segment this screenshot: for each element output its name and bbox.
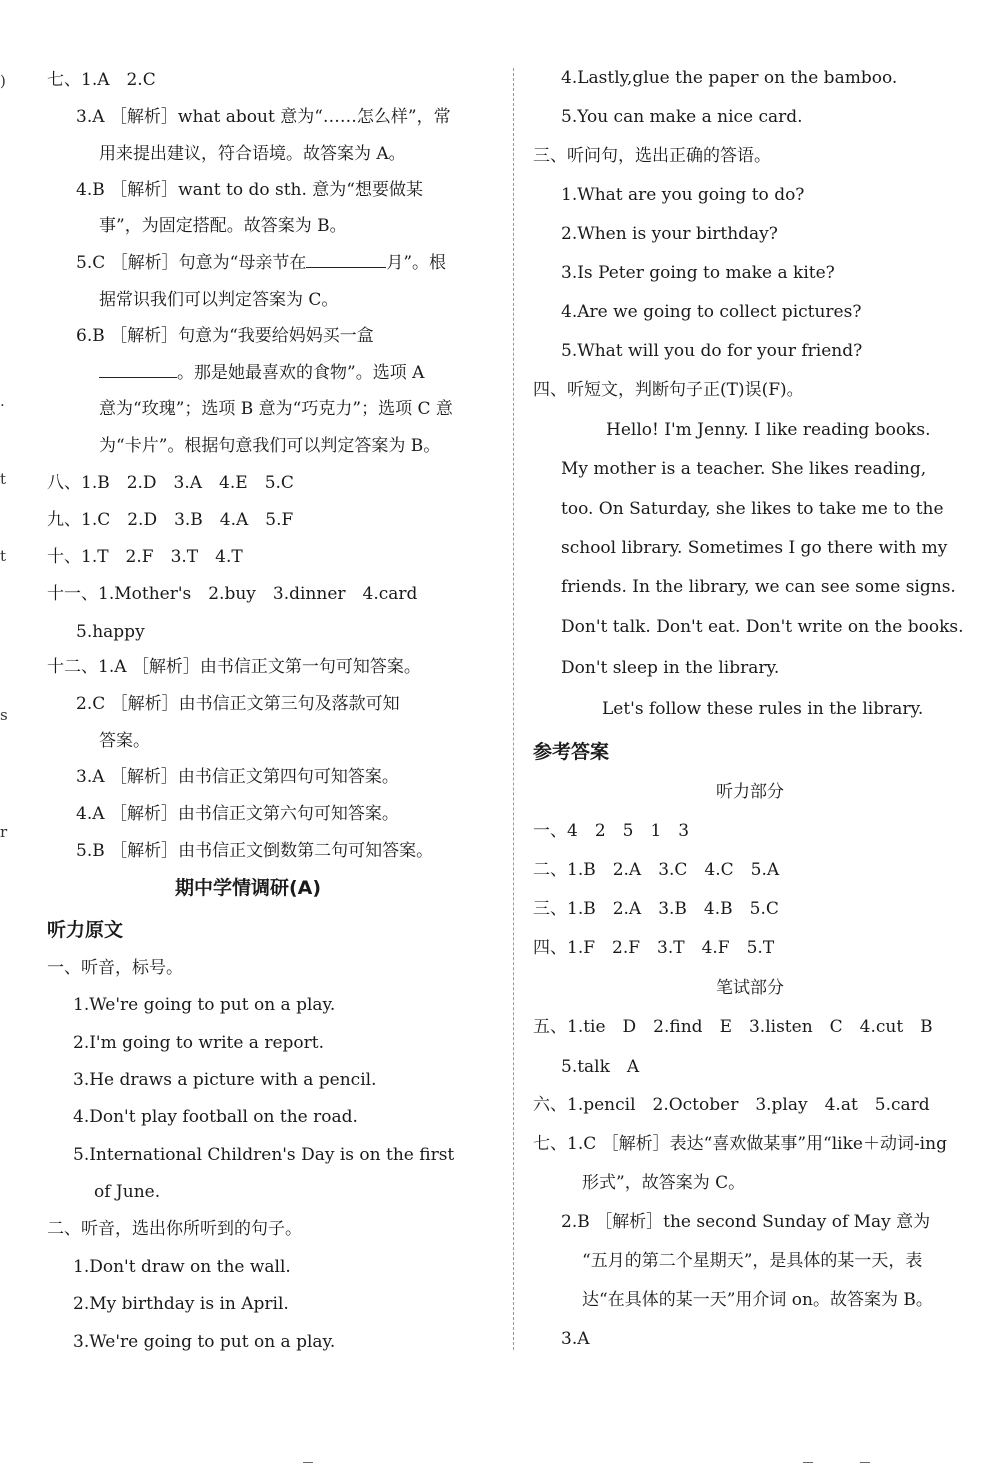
section-2-item: 3.We're going to put on a play. xyxy=(73,1332,336,1352)
passage-line: Let's follow these rules in the library. xyxy=(602,699,924,719)
q12-item-2: 2.C ［解析］由书信正文第三句及落款可知 xyxy=(76,694,400,714)
section-3-header: 三、听问句，选出正确的答语。 xyxy=(533,146,771,166)
section-2-header: 二、听音，选出你所听到的句子。 xyxy=(47,1219,302,1239)
answer-row: 一、4 2 5 1 3 xyxy=(533,821,690,841)
passage-line: My mother is a teacher. She likes reading, xyxy=(561,459,927,479)
section-1-header: 一、听音，标号。 xyxy=(47,958,183,978)
q7-item-4-cont: 事”，为固定搭配。故答案为 B。 xyxy=(99,216,347,236)
answer-row-cont: 5.talk A xyxy=(561,1057,640,1077)
section-1-item: 4.Don't play football on the road. xyxy=(73,1107,358,1127)
print-mark xyxy=(860,1462,870,1463)
answer-row: 六、1.pencil 2.October 3.play 4.at 5.card xyxy=(533,1095,930,1115)
q7-header: 七、1.A 2.C xyxy=(47,70,156,90)
answer-explanation-cont: 达“在具体的某一天”用介词 on。故答案为 B。 xyxy=(582,1290,933,1310)
q7-item-6-cont3: 为“卡片”。根据句意我们可以判定答案为 B。 xyxy=(99,436,441,456)
section-1-item: 3.He draws a picture with a pencil. xyxy=(73,1070,377,1090)
q7-item-6-cont xyxy=(99,361,424,385)
q9-answers: 九、1.C 2.D 3.B 4.A 5.F xyxy=(47,510,294,530)
answer-row: 四、1.F 2.F 3.T 4.F 5.T xyxy=(533,938,775,958)
section-3-item: 1.What are you going to do? xyxy=(561,185,805,205)
answer-explanation-cont: 形式”，故答案为 C。 xyxy=(582,1173,746,1193)
section-3-item: 3.Is Peter going to make a kite? xyxy=(561,263,835,283)
section-1-item: 2.I'm going to write a report. xyxy=(73,1033,325,1053)
listening-part-heading: 听力部分 xyxy=(716,782,784,802)
passage-line: friends. In the library, we can see some signs. xyxy=(561,577,956,597)
answer-explanation: 2.B ［解析］the second Sunday of May 意为 xyxy=(561,1212,931,1232)
margin-fragment: r xyxy=(0,823,8,841)
exam-title: 期中学情调研(A) xyxy=(175,877,322,899)
answer-explanation: 七、1.C ［解析］表达“喜欢做某事”用“like＋动词-ing xyxy=(533,1134,947,1154)
column-divider xyxy=(513,68,514,1350)
section-3-item: 5.What will you do for your friend? xyxy=(561,341,863,361)
q7-item-6: 6.B ［解析］句意为“我要给妈妈买一盒 xyxy=(76,326,374,346)
q12-item-5: 5.B ［解析］由书信正文倒数第二句可知答案。 xyxy=(76,841,434,861)
q7-item-5 xyxy=(76,251,446,275)
passage-line: Don't talk. Don't eat. Don't write on the books. xyxy=(561,617,964,637)
answer-explanation: 3.A xyxy=(561,1329,590,1349)
q10-answers: 十、1.T 2.F 3.T 4.T xyxy=(47,547,243,567)
section-3-item: 4.Are we going to collect pictures? xyxy=(561,302,862,322)
q12-item-4: 4.A ［解析］由书信正文第六句可知答案。 xyxy=(76,804,399,824)
answer-row: 二、1.B 2.A 3.C 4.C 5.A xyxy=(533,860,780,880)
section-1-item-cont: of June. xyxy=(94,1182,161,1202)
q7-item-4: 4.B ［解析］want to do sth. 意为“想要做某 xyxy=(76,180,423,200)
print-mark xyxy=(303,1462,313,1463)
margin-fragment: s xyxy=(0,706,8,724)
answers-heading: 参考答案 xyxy=(533,741,610,763)
written-part-heading: 笔试部分 xyxy=(716,978,784,998)
q7-item-6-cont2: 意为“玫瑰”；选项 B 意为“巧克力”；选项 C 意 xyxy=(99,399,453,419)
answer-row: 三、1.B 2.A 3.B 4.B 5.C xyxy=(533,899,779,919)
q12-item-3: 3.A ［解析］由书信正文第四句可知答案。 xyxy=(76,767,399,787)
passage-line: Hello! I'm Jenny. I like reading books. xyxy=(606,420,931,440)
q7-item-6-text: 。那是她最喜欢的食物”。选项 A xyxy=(177,363,425,383)
section-2-item: 2.My birthday is in April. xyxy=(73,1294,289,1314)
print-mark xyxy=(803,1462,813,1463)
passage-line: school library. Sometimes I go there with my xyxy=(561,538,948,558)
q7-item-5-cont: 据常识我们可以判定答案为 C。 xyxy=(99,290,339,310)
q7-item-3: 3.A ［解析］what about 意为“……怎么样”，常 xyxy=(76,107,451,127)
listening-script-heading: 听力原文 xyxy=(47,919,124,941)
passage-line: Don't sleep in the library. xyxy=(561,658,780,678)
q12-item-1: 十二、1.A ［解析］由书信正文第一句可知答案。 xyxy=(47,657,421,677)
q7-item-5-post: 月”。根 xyxy=(386,253,447,273)
answer-row: 五、1.tie D 2.find E 3.listen C 4.cut B xyxy=(533,1017,933,1037)
section-3-item: 2.When is your birthday? xyxy=(561,224,778,244)
q7-item-5-pre: 5.C ［解析］句意为“母亲节在 xyxy=(76,253,307,273)
passage-line: too. On Saturday, she likes to take me to the xyxy=(561,499,944,519)
q12-item-2-cont: 答案。 xyxy=(99,731,150,751)
section-2-item: 1.Don't draw on the wall. xyxy=(73,1257,291,1277)
q11-answers-cont: 5.happy xyxy=(76,622,145,642)
answer-explanation-cont: “五月的第二个星期天”，是具体的某一天，表 xyxy=(582,1251,923,1271)
section-4-header: 四、听短文，判断句子正(T)误(F)。 xyxy=(533,380,804,400)
section-1-item: 1.We're going to put on a play. xyxy=(73,995,336,1015)
section-2-item: 4.Lastly,glue the paper on the bamboo. xyxy=(561,68,898,88)
margin-fragment: . xyxy=(0,392,5,410)
q7-item-3-cont: 用来提出建议，符合语境。故答案为 A。 xyxy=(99,144,406,164)
answer-blank xyxy=(99,361,177,378)
margin-fragment: t xyxy=(0,470,7,488)
margin-fragment: t xyxy=(0,547,7,565)
answer-blank xyxy=(306,251,386,268)
section-1-item: 5.International Children's Day is on the first xyxy=(73,1145,455,1165)
margin-fragment: ) xyxy=(0,72,6,90)
q8-answers: 八、1.B 2.D 3.A 4.E 5.C xyxy=(47,473,294,493)
q11-answers: 十一、1.Mother's 2.buy 3.dinner 4.card xyxy=(47,584,418,604)
section-2-item: 5.You can make a nice card. xyxy=(561,107,803,127)
